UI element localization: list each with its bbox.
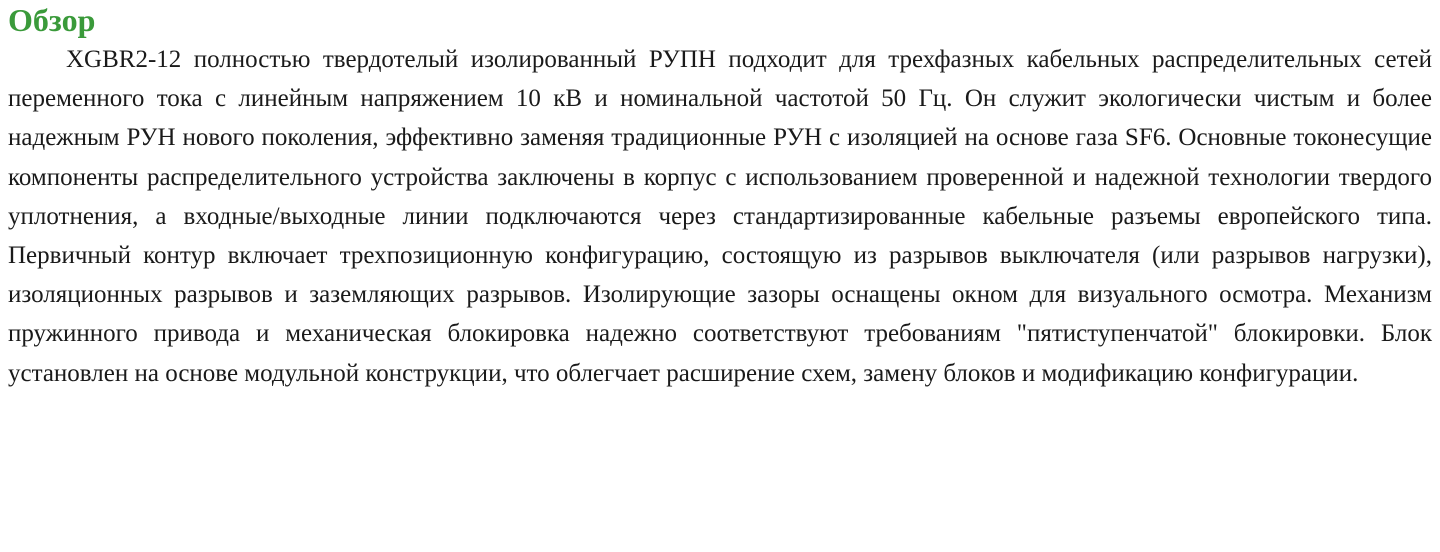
overview-paragraph: XGBR2-12 полностью твердотелый изолированный РУПН подходит для трехфазных кабельных распределительных сетей переменного тока с линейным напряжением 10 кВ и номинальной частотой 50 Гц. Он служит экологически чистым и более надежным РУН нового поколения, эффективно заменяя традиционные РУН с изоляцией на основе газа SF6. Основные токонесущие компоненты распределительного устройства заключены в корпус с использованием проверенной и надежной технологии твердого уплотнения, а входные/выходные линии подключаются через стандартизированные кабельные разъемы европейского типа. Первичный контур включает трехпозиционную конфигурацию, состоящую из разрывов выключателя (или разрывов нагрузки), изоляционных разрывов и заземляющих разрывов. Изолирующие зазоры оснащены окном для визуального осмотра. Механизм пружинного привода и механическая блокировка надежно соответствуют требованиям "пятиступенчатой" блокировки. Блок установлен на основе модульной конструкции, что облегчает расширение схем, замену блоков и модификацию конфигурации. [8,46,1432,387]
section-title: Обзор [8,2,96,38]
document-body [8,0,1432,393]
